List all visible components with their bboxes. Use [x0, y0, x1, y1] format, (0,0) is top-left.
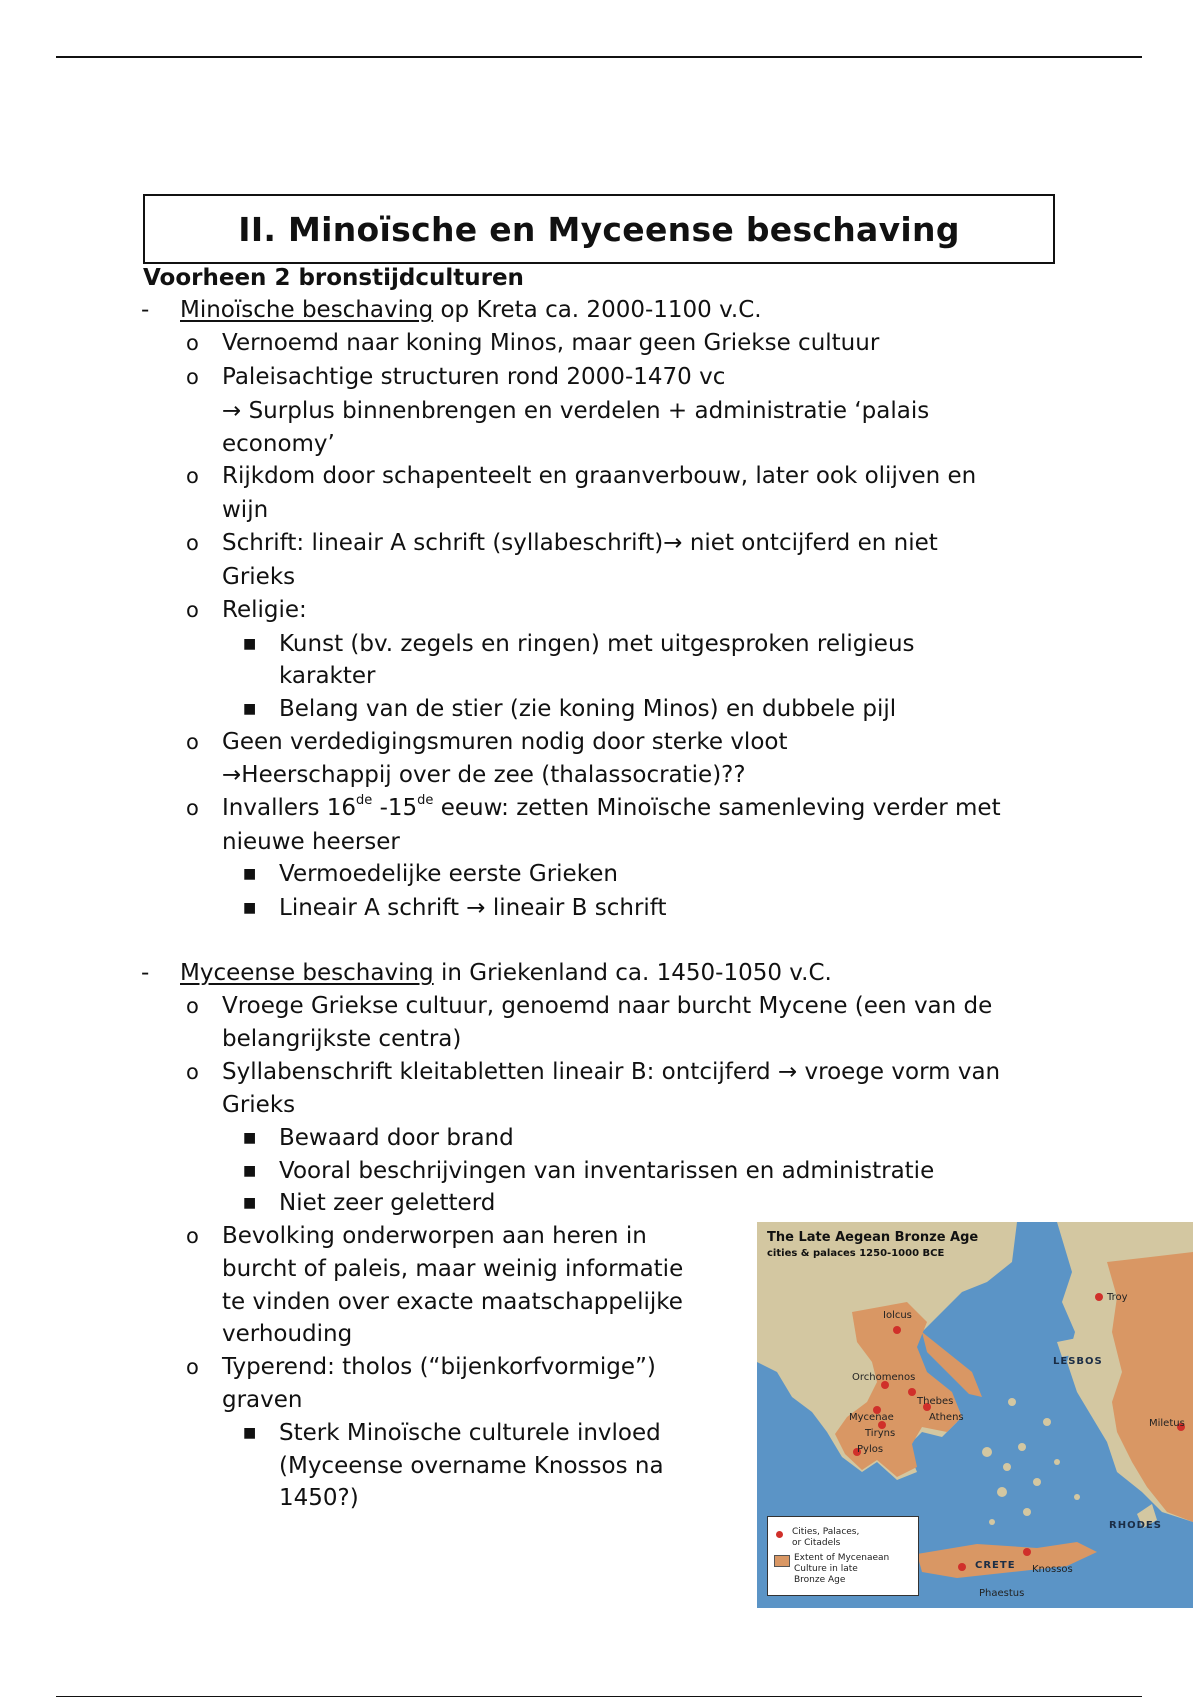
- minoan-item-3: Rijkdom door schapenteelt en graanverbouw, later ook olijven en: [222, 463, 977, 489]
- o-bullet: o: [186, 796, 199, 820]
- mycenaean-sub-2: Vooral beschrijvingen van inventarissen en administratie: [279, 1158, 935, 1184]
- island: [1003, 1463, 1011, 1471]
- label-thebes: Thebes: [917, 1396, 954, 1407]
- o-bullet: o: [186, 464, 199, 488]
- o-bullet: o: [186, 1060, 199, 1084]
- mycenaean-item-4: Typerend: tholos (“bijenkorfvormige”): [222, 1354, 656, 1380]
- label-phaestus: Phaestus: [979, 1588, 1025, 1599]
- map-title: The Late Aegean Bronze Age: [767, 1230, 979, 1245]
- square-bullet: ■: [243, 1195, 257, 1211]
- label-iolcus: Iolcus: [883, 1310, 912, 1321]
- legend-extent-swatch: [774, 1555, 790, 1567]
- minoan-sub-3: Vermoedelijke eerste Grieken: [279, 861, 618, 887]
- map-subtitle: cities & palaces 1250-1000 BCE: [767, 1248, 945, 1259]
- label-miletus: Miletus: [1149, 1418, 1185, 1429]
- island: [989, 1519, 995, 1525]
- minoan-sub-2: Belang van de stier (zie koning Minos) en dubbele pijl: [279, 696, 897, 722]
- mycenaean-heading-rest: in Griekenland ca. 1450-1050 v.C.: [433, 960, 832, 986]
- label-crete: CRETE: [975, 1560, 1016, 1571]
- city-knossos: [1023, 1548, 1031, 1556]
- minoan-sub-4: Lineair A schrift → lineair B schrift: [279, 895, 667, 921]
- minoan-item-1: Vernoemd naar koning Minos, maar geen Griekse cultuur: [222, 330, 880, 356]
- minoan-item-2-cont2: economy’: [222, 431, 335, 457]
- mycenaean-sub-4-cont: (Myceense overname Knossos na: [279, 1453, 664, 1479]
- city-phaestus: [958, 1563, 966, 1571]
- label-rhodes: RHODES: [1109, 1520, 1162, 1531]
- mycenaean-item-4-cont: graven: [222, 1387, 303, 1413]
- o-bullet: o: [186, 531, 199, 555]
- footer-rule: [56, 1696, 1142, 1697]
- section-title: [143, 194, 1055, 264]
- mycenaean-sub-4-cont2: 1450?): [279, 1485, 359, 1511]
- label-tiryns: Tiryns: [865, 1428, 896, 1439]
- label-lesbos: LESBOS: [1053, 1356, 1103, 1367]
- dash-bullet: -: [141, 297, 150, 323]
- superscript-de: de: [356, 793, 373, 808]
- island: [1023, 1508, 1031, 1516]
- island: [1033, 1478, 1041, 1486]
- label-mycenae: Mycenae: [849, 1412, 894, 1423]
- legend-city-dot: [776, 1531, 783, 1538]
- mycenaean-item-3-cont3: verhouding: [222, 1321, 353, 1347]
- o-bullet: o: [186, 994, 199, 1018]
- aegean-bronze-age-map: [757, 1222, 1193, 1608]
- o-bullet: o: [186, 365, 199, 389]
- city-iolcus: [893, 1326, 901, 1334]
- o-bullet: o: [186, 1355, 199, 1379]
- minoan-item-2-cont: → Surplus binnenbrengen en verdelen + administratie ‘palais: [222, 398, 930, 424]
- dash-bullet: -: [141, 960, 150, 986]
- map-legend: [767, 1516, 919, 1596]
- label-orchomenos: Orchomenos: [852, 1372, 916, 1383]
- label-troy: Troy: [1107, 1292, 1128, 1303]
- mycenaean-sub-1: Bewaard door brand: [279, 1125, 514, 1151]
- mycenaean-sub-4: Sterk Minoïsche culturele invloed: [279, 1420, 661, 1446]
- invaders-text-a: Invallers 16: [222, 795, 357, 821]
- minoan-heading-link: Minoïsche beschaving: [180, 297, 434, 323]
- legend-extent-2: Culture in late: [794, 1564, 858, 1574]
- label-knossos: Knossos: [1032, 1564, 1073, 1575]
- mycenaean-item-1-cont: belangrijkste centra): [222, 1026, 462, 1052]
- o-bullet: o: [186, 730, 199, 754]
- square-bullet: ■: [243, 636, 257, 652]
- mycenaean-heading: [180, 957, 832, 989]
- island: [1074, 1494, 1080, 1500]
- label-athens: Athens: [929, 1412, 964, 1423]
- island: [997, 1487, 1007, 1497]
- minoan-heading-rest: op Kreta ca. 2000-1100 v.C.: [433, 297, 762, 323]
- section-title-text: II. Minoïsche en Myceense beschaving: [238, 209, 960, 249]
- o-bullet: o: [186, 1224, 199, 1248]
- mycenaean-item-2: Syllabenschrift kleitabletten lineair B: ontcijferd → vroege vorm van: [222, 1059, 1001, 1085]
- island: [1018, 1443, 1026, 1451]
- square-bullet: ■: [243, 701, 257, 717]
- mycenaean-item-3-cont: burcht of paleis, maar weinig informatie: [222, 1256, 684, 1282]
- mycenaean-item-1: Vroege Griekse cultuur, genoemd naar burcht Mycene (een van de: [222, 993, 993, 1019]
- minoan-heading: [180, 294, 762, 326]
- square-bullet: ■: [243, 900, 257, 916]
- intro-heading: Voorheen 2 bronstijdculturen: [143, 265, 524, 291]
- minoan-item-7-cont: nieuwe heerser: [222, 829, 400, 855]
- legend-cities-2: or Citadels: [792, 1538, 841, 1548]
- minoan-item-2: Paleisachtige structuren rond 2000-1470 vc: [222, 364, 726, 390]
- mycenaean-item-2-cont: Grieks: [222, 1092, 296, 1118]
- minoan-item-6: Geen verdedigingsmuren nodig door sterke vloot: [222, 729, 788, 755]
- minoan-item-5: Religie:: [222, 597, 307, 623]
- header-rule: [56, 56, 1142, 58]
- minoan-item-3-cont: wijn: [222, 497, 269, 523]
- legend-extent-1: Extent of Mycenaean: [794, 1553, 890, 1563]
- square-bullet: ■: [243, 1130, 257, 1146]
- mycenaean-item-3: Bevolking onderworpen aan heren in: [222, 1223, 647, 1249]
- mycenaean-item-3-cont2: te vinden over exacte maatschappelijke: [222, 1289, 683, 1315]
- square-bullet: ■: [243, 1425, 257, 1441]
- minoan-item-4: Schrift: lineair A schrift (syllabeschrift)→ niet ontcijferd en niet: [222, 530, 938, 556]
- city-thebes: [908, 1388, 916, 1396]
- invaders-text-c: eeuw: zetten Minoïsche samenleving verder met: [433, 795, 1001, 821]
- minoan-item-7: [222, 792, 1001, 824]
- o-bullet: o: [186, 331, 199, 355]
- island: [1054, 1459, 1060, 1465]
- island: [1043, 1418, 1051, 1426]
- square-bullet: ■: [243, 866, 257, 882]
- mycenaean-sub-3: Niet zeer geletterd: [279, 1190, 496, 1216]
- minoan-item-6-cont: →Heerschappij over de zee (thalassocratie)??: [222, 762, 746, 788]
- invaders-text-b: -15: [372, 795, 418, 821]
- minoan-sub-1: Kunst (bv. zegels en ringen) met uitgesproken religieus: [279, 631, 915, 657]
- minoan-sub-1-cont: karakter: [279, 663, 376, 689]
- legend-cities-1: Cities, Palaces,: [792, 1527, 860, 1537]
- square-bullet: ■: [243, 1163, 257, 1179]
- legend-extent-3: Bronze Age: [794, 1575, 846, 1585]
- o-bullet: o: [186, 598, 199, 622]
- island: [982, 1447, 992, 1457]
- island: [1008, 1398, 1016, 1406]
- label-pylos: Pylos: [857, 1444, 884, 1455]
- minoan-item-4-cont: Grieks: [222, 564, 296, 590]
- city-troy: [1095, 1293, 1103, 1301]
- superscript-de: de: [417, 793, 434, 808]
- mycenaean-heading-link: Myceense beschaving: [180, 960, 434, 986]
